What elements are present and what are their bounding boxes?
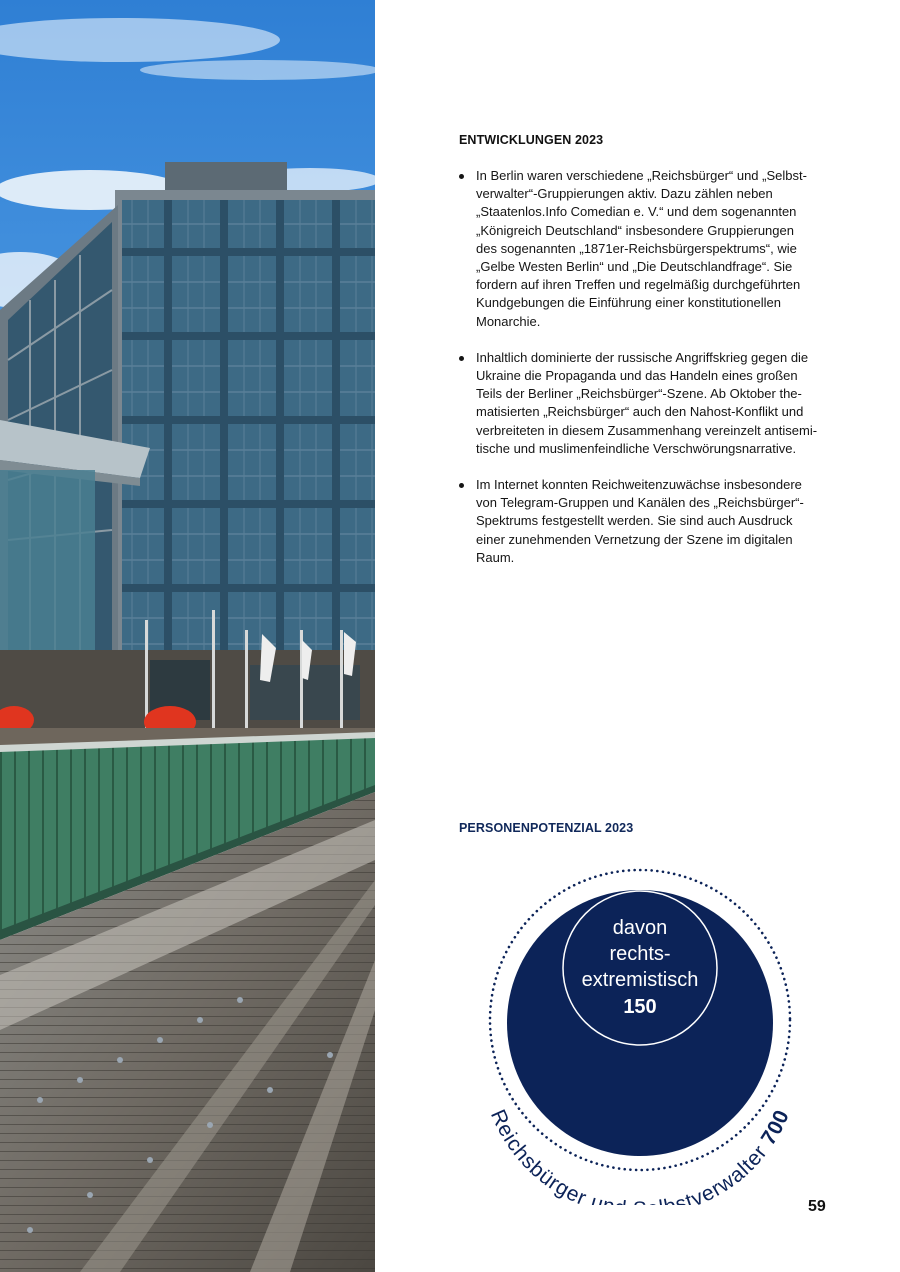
bullet-line: einer zunehmenden Vernetzung der Szene im digitalen <box>476 531 793 547</box>
bullet-line: matisierten „Reichsbürger“ auch den Nahost-Konflikt und <box>476 404 804 420</box>
bullet-line: Ukraine die Propaganda und das Handeln eines großen <box>476 368 798 384</box>
outer-value: 700 <box>756 1106 795 1150</box>
bullet-line: verbreiteten in diesem Zusammenhang vereinzelt antisemi- <box>476 422 818 438</box>
section-heading-personenpotenzial: PERSONENPOTENZIAL 2023 <box>459 821 634 835</box>
bullet-line: verwalter“-Gruppierungen aktiv. Dazu zählen neben <box>476 186 773 202</box>
bullet-dot-icon <box>459 356 464 361</box>
bullet-line: „Staatenlos.Info Comedian e. V.“ und dem sogenannten <box>476 204 797 220</box>
bullet-line: Kundgebungen die Einführung einer konstitutionellen <box>476 295 782 311</box>
bullet-item-3 <box>456 476 836 567</box>
bullet-item-1 <box>456 167 836 331</box>
inner-label-line-2: rechts- <box>609 943 671 965</box>
bullet-line: In Berlin waren verschiedene „Reichsbürger“ und „Selbst- <box>476 168 807 183</box>
bullet-line: „Königreich Deutschland“ insbesondere Gruppierungen <box>476 222 794 238</box>
bullet-item-2 <box>456 349 836 458</box>
bullet-line: des sogenannten „1871er-Reichsbürgerspektrums“, wie <box>476 240 797 256</box>
inner-value: 150 <box>623 996 657 1018</box>
bullet-line: Teils der Berliner „Reichsbürger“-Szene. Ab Oktober the- <box>476 386 802 402</box>
bullet-line: fordern auf ihren Treffen und regelmäßig durchgeführten <box>476 277 801 293</box>
bullet-line: Im Internet konnten Reichweitenzuwächse insbesondere <box>476 477 802 493</box>
inner-label-line-3: extremistisch <box>581 969 699 991</box>
personenpotenzial-diagram <box>460 860 820 1205</box>
bullet-line: Monarchie. <box>476 313 541 329</box>
inner-label-line-1: davon <box>612 917 668 939</box>
bullet-dot-icon <box>459 483 464 488</box>
bullet-line: Raum. <box>476 549 515 565</box>
page-number: 59 <box>808 1198 826 1215</box>
bullet-line: „Gelbe Westen Berlin“ und „Die Deutschlandfrage“. Sie <box>476 259 793 275</box>
inner-circle-rechtsextremistisch <box>563 891 717 1045</box>
bullet-line: tische und muslimenfeindliche Verschwörungsnarrative. <box>476 440 797 456</box>
section-heading-entwicklungen: ENTWICKLUNGEN 2023 <box>459 133 604 147</box>
bullet-line: Spektrums festgestellt werden. Sie sind auch Ausdruck <box>476 513 793 529</box>
berlin-hauptbahnhof-photo <box>0 0 375 1272</box>
bullet-line: von Telegram-Gruppen und Kanälen des „Reichsbürger“- <box>476 495 804 511</box>
bullet-line: Inhaltlich dominierte der russische Angriffskrieg gegen die <box>476 349 809 365</box>
entwicklungen-bullet-list <box>456 167 836 585</box>
bullet-dot-icon <box>459 174 464 179</box>
outer-label-text: Reichsbürger u stverwalter <box>485 1106 773 1205</box>
